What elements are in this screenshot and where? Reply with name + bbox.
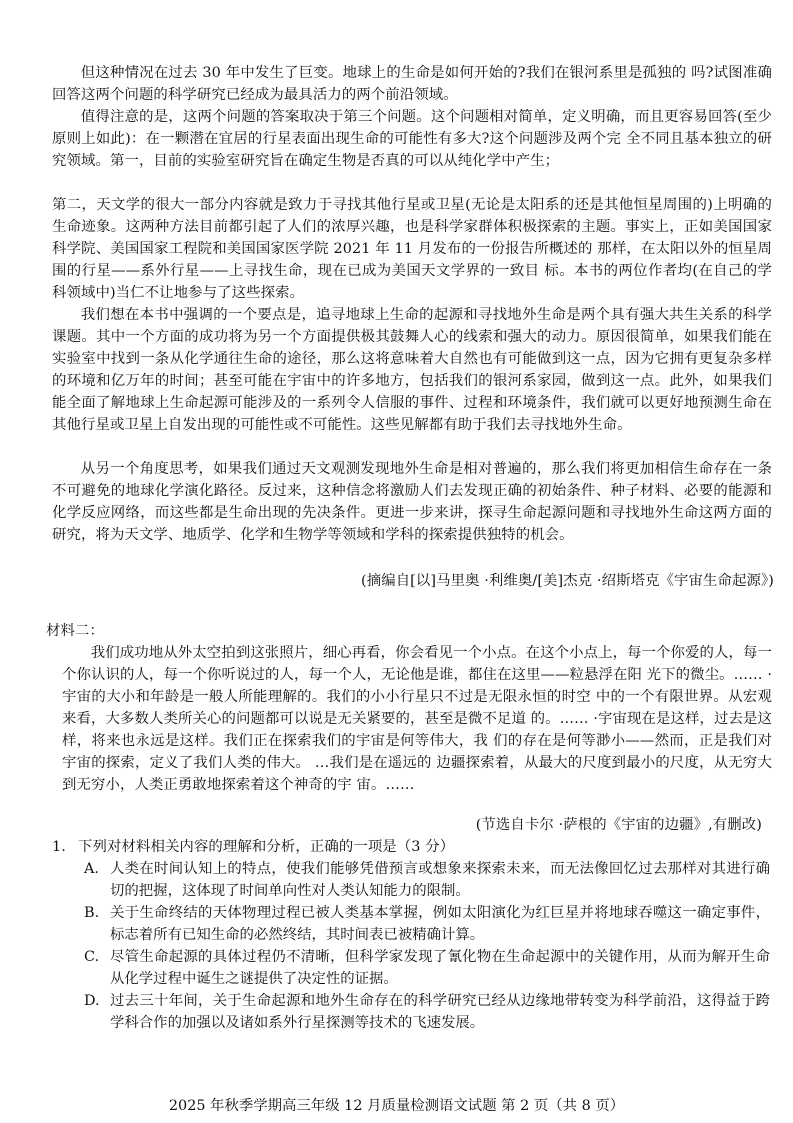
paragraph-2: 值得注意的是，这两个问题的答案取决于第三个问题。这个问题相对简单，定义明确，而且更容易回答(至少原则上如此)：在一颗潜在宜居的行星表面出现生命的可能性有多大?这个问题涉及两个完 全不同且基本独立的研究领域。第一，目前的实验室研究旨在确定生物是否真的可以从纯化学中产生； bbox=[52, 109, 772, 169]
option-text: 过去三十年间，关于生命起源和地外生命存在的科学研究已经从边缘地带转变为科学前沿，这得益于跨学科合作的加强以及诸如系外行星探测等技术的飞速发展。 bbox=[110, 993, 770, 1031]
option-b[interactable] bbox=[84, 902, 770, 946]
page-footer: 2025 年秋季学期高三年级 12 月质量检测语文试题 第 2 页（共 8 页） bbox=[168, 1098, 625, 1114]
option-a[interactable] bbox=[84, 858, 770, 902]
question-number: 1. bbox=[52, 839, 66, 855]
option-text: 尽管生命起源的具体过程仍不清晰，但科学家发现了氰化物在生命起源中的关键作用，从而为解开生命从化学过程中诞生之谜提供了决定性的证据。 bbox=[110, 949, 770, 987]
question-1 bbox=[52, 836, 772, 858]
source-citation-2: (节选自卡尔 ·萨根的《宇宙的边疆》,有删改) bbox=[475, 817, 762, 833]
option-c[interactable] bbox=[84, 946, 770, 990]
option-letter: A. bbox=[84, 861, 99, 877]
option-text: 关于生命终结的天体物理过程已被人类基本掌握，例如太阳演化为红巨星并将地球吞噬这一确定事件，标志着所有已知生命的必然终结，其时间表已被精确计算。 bbox=[110, 905, 770, 943]
material-2-text: 我们成功地从外太空拍到这张照片，细心再看，你会看见一个小点。在这个小点上，每一个你爱的人，每一个你认识的人，每一个你听说过的人，每一个人，无论他是谁，都住在这里——粒悬浮在阳 光下的微尘。…… ·宇宙的大小和年龄是一般人所能理解的。我们的小小行星只不过是无限永恒的时空 中的一个有限世界。从宏观来看，大多数人类所关心的问题都可以说是无关紧要的，甚至是微不足道 的。…… ·宇宙现在是这样，过去是这样，将来也永远是这样。我们正在探索我们的宇宙是何等伟大，我 们的存在是何等渺小——然而，正是我们对宇宙的探索，定义了我们人类的伟大。 …我们是在遥远的 边疆探索着，从最大的尺度到最小的尺度，从无穷大到无穷小，人类正勇敢地探索着这个神奇的宇 宙。…… bbox=[62, 645, 772, 793]
question-stem: 下列对材料相关内容的理解和分析，正确的一项是（3 分） bbox=[78, 839, 455, 855]
paragraph-4: 我们想在本书中强调的一个要点是，追寻地球上生命的起源和寻找地外生命是两个具有强大共生关系的科学课题。其中一个方面的成功将为另一个方面提供极其鼓舞人心的线索和强大的动力。原因很简单，如果我们能在实验室中找到一条从化学通往生命的途径，那么这将意味着大自然也有可能做到这一点，因为它拥有更复杂多样的环境和亿万年的时间；甚至可能在宇宙中的许多地方，包括我们的银河系家园，做到这一点。此外，如果我们能全面了解地球上生命起源可能涉及的一系列令人信服的事件、过程和环境条件，我们就可以更好地预测生命在其他行星或卫星上自发出现的可能性或不可能性。这些见解都有助于我们去寻找地外生命。 bbox=[52, 307, 772, 433]
option-letter: B. bbox=[84, 905, 100, 921]
option-text: 人类在时间认知上的特点，使我们能够凭借预言或想象来探索未来，而无法像回忆过去那样对其进行确切的把握，这体现了时间单向性对人类认知能力的限制。 bbox=[110, 861, 770, 899]
material-2-label: 材料二： bbox=[46, 623, 104, 639]
option-letter: C. bbox=[84, 949, 100, 965]
paragraph-1: 但这种情况在过去 30 年中发生了巨变。地球上的生命是如何开始的?我们在银河系里是孤独的 吗?试图准确回答这两个问题的科学研究已经成为最具活力的两个前沿领域。 bbox=[52, 65, 772, 103]
source-citation-1: (摘编自[以]马里奥 ·利维奥/[美]杰克 ·绍斯塔克《宇宙生命起源》) bbox=[361, 573, 774, 589]
paragraph-3: 第二，天文学的很大一部分内容就是致力于寻找其他行星或卫星(无论是太阳系的还是其他恒星周围的)上明确的生命迹象。这两种方法目前都引起了人们的浓厚兴趣，也是科学家群体积极探索的主题。事实上，正如美国国家科学院、美国国家工程院和美国国家医学院 2021 年 11 月发布的一份报告所概述的 那样，在太阳以外的恒星周围的行星——系外行星——上寻找生命，现在已成为美国天文学界的一致目 标。本书的两位作者均(在自己的学科领域中)当仁不让地参与了这些探索。 bbox=[52, 197, 772, 301]
option-letter: D. bbox=[84, 993, 100, 1009]
option-d[interactable] bbox=[84, 990, 770, 1034]
paragraph-5: 从另一个角度思考，如果我们通过天文观测发现地外生命是相对普遍的，那么我们将更加相信生命存在一条不可避免的地球化学演化路径。反过来，这种信念将激励人们去发现正确的初始条件、种子材料、必要的能源和化学反应网络，而这些都是生命出现的先决条件。更进一步来讲，探寻生命起源问题和寻找地外生命这两方面的研究，将为天文学、地质学、化学和生物学等领域和学科的探索提供独特的机会。 bbox=[52, 461, 772, 543]
